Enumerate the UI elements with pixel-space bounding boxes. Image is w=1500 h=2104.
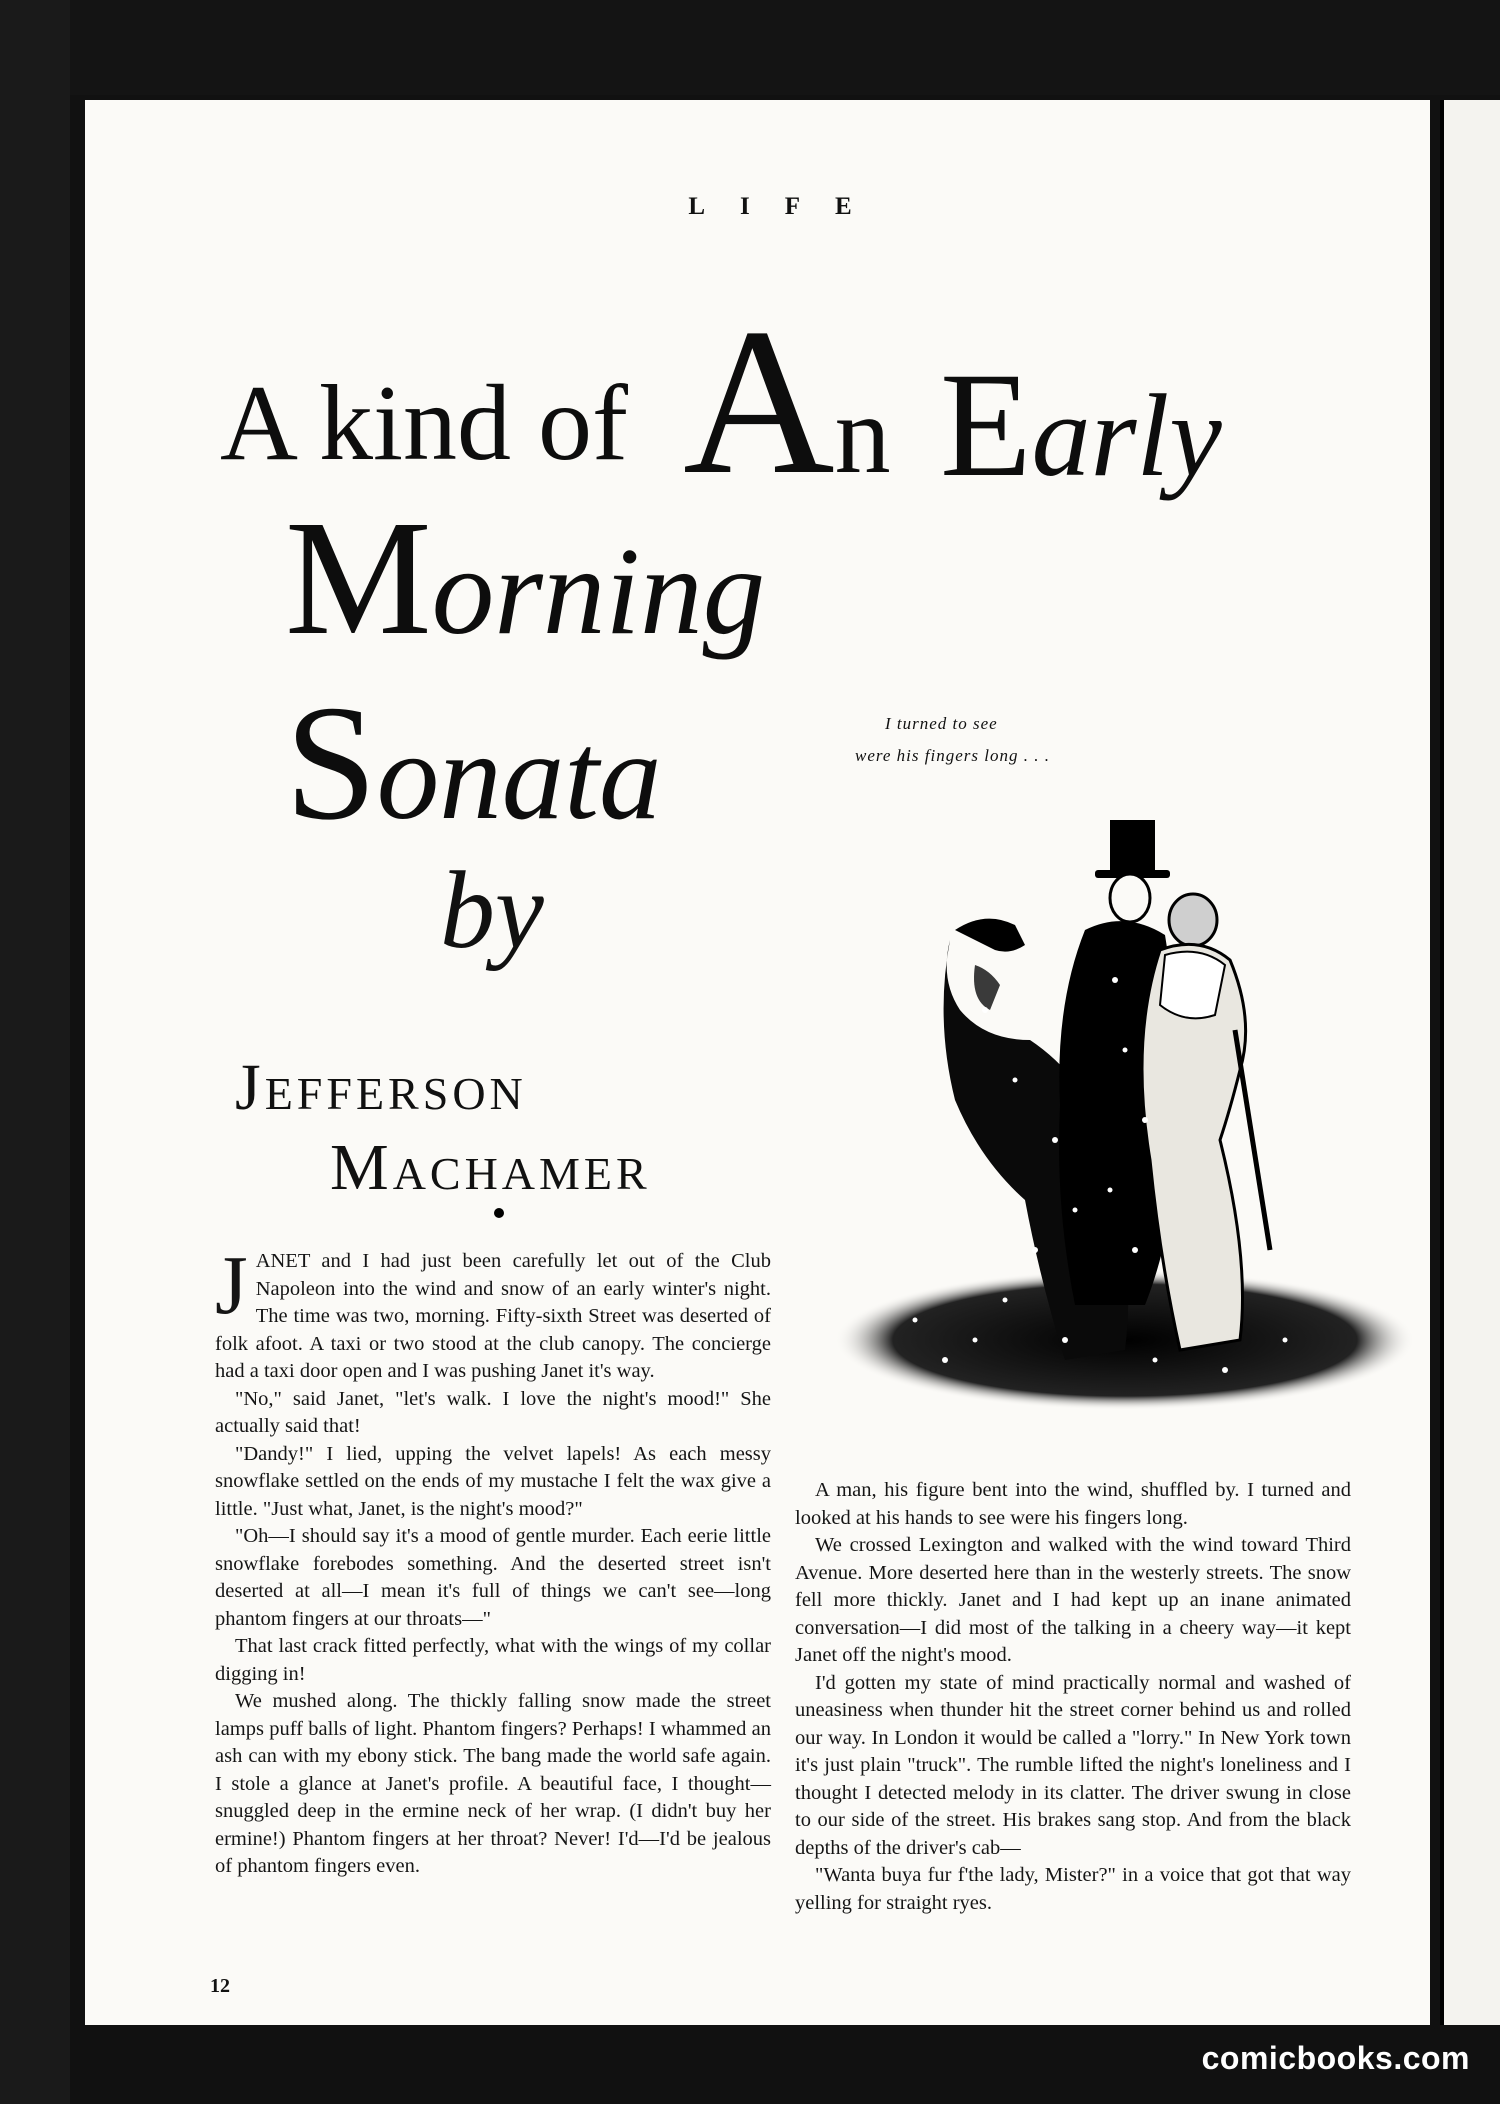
paragraph: "Dandy!" I lied, upping the velvet lapels! As each messy snowflake settled on the ends of my mustache I felt the wax give a little. "Just what, Janet, is the night's mood?" <box>215 1442 771 1520</box>
scan-border-top <box>0 0 1500 95</box>
scan-border-left <box>0 0 70 2104</box>
title-early-e: E <box>940 342 1032 508</box>
caption-line-1: I turned to see <box>885 714 998 733</box>
paragraph: We mushed along. The thickly falling snow made the street lamps puff balls of light. Phantom fingers? Perhaps! I whammed an ash can with my ebony stick. The bang made the world safe again. I stole a glance at Janet's profile. A beautiful face, I thought—snuggled deep in the ermine neck of her wrap. (I didn't buy her ermine!) Phantom fingers at her throat? Never! I'd—I'd be jealous of phantom fingers even. <box>215 1690 771 1877</box>
paragraph: "Oh—I should say it's a mood of gentle murder. Each eerie little snowflake forebodes something. And the deserted street isn't deserted at all—I mean it's full of things we can't see—long phantom fingers at our throats—" <box>215 1525 771 1630</box>
paragraph-text: ANET and I had just been carefully let out of the Club Napoleon into the wind and snow of an early winter's night. The time was two, morning. Fifty-sixth Street was deserted of folk afoot. A taxi or two stood at the club canopy. The concierge had a taxi door open and I was pushing Janet it's way. <box>215 1250 771 1382</box>
text-column-2 <box>795 1477 1351 1917</box>
title-sonata <box>285 671 662 854</box>
illustration-caption <box>855 708 1050 772</box>
snowy-street-illustration <box>825 780 1445 1440</box>
paragraph <box>215 1239 771 1386</box>
author-last-rest: ACHAMER <box>392 1148 651 1199</box>
title-an <box>683 286 891 518</box>
paragraph: We crossed Lexington and walked with the wind toward Third Avenue. More deserted here than in the westerly streets. The snow fell more thickly. Janet and I had kept up an inane animated conversation—I did most of the talking in a cheery way—it kept Janet off the night's mood. <box>795 1534 1351 1666</box>
magazine-page <box>85 100 1430 2025</box>
watermark: comicbooks.com <box>1201 2040 1470 2076</box>
author-first-name <box>235 1051 527 1124</box>
title-sonata-rest: onata <box>376 708 662 846</box>
title-sonata-s: S <box>285 671 377 854</box>
author-first-cap: J <box>235 1051 265 1124</box>
title-an-a: A <box>683 286 835 518</box>
title-a-kind-of: A kind of <box>220 364 629 483</box>
text-column-1 <box>215 1239 771 1881</box>
author-last-name <box>330 1131 651 1204</box>
title-morning-m: M <box>285 486 432 669</box>
next-page-edge <box>1440 100 1500 2025</box>
running-head: LIFE <box>688 193 887 220</box>
paragraph: That last crack fitted perfectly, what with the wings of my collar digging in! <box>215 1635 771 1685</box>
page-number: 12 <box>210 1975 230 1997</box>
paragraph: A man, his figure bent into the wind, shuffled by. I turned and looked at his hands to see were his fingers long. <box>795 1479 1351 1529</box>
title-early-rest: arly <box>1031 370 1222 501</box>
paragraph: "No," said Janet, "let's walk. I love the night's mood!" She actually said that! <box>215 1387 771 1437</box>
section-bullet <box>494 1208 504 1218</box>
title-early <box>940 342 1222 508</box>
author-last-cap: M <box>330 1131 393 1204</box>
paragraph: I'd gotten my state of mind practically normal and washed of uneasiness when thunder hit the street corner behind us and rolled our way. In London it would be called a "lorry." In New York town it's just plain "truck". The rumble lifted the night's loneliness and I thought I detected melody in its clatter. The driver swung in close to our side of the street. His brakes sang stop. And from the black depths of the driver's cab— <box>795 1671 1351 1859</box>
author-first-rest: EFFERSON <box>264 1068 527 1119</box>
title-morning-rest: orning <box>431 523 766 661</box>
caption-line-2: were his fingers long . . . <box>855 746 1050 765</box>
title-morning <box>285 486 766 669</box>
drop-cap: J <box>215 1239 248 1332</box>
paragraph: "Wanta buya fur f'the lady, Mister?" in a voice that got that way yelling for straight ryes. <box>795 1864 1351 1914</box>
title-an-n: n <box>834 373 891 497</box>
byline-by: by <box>440 849 544 971</box>
